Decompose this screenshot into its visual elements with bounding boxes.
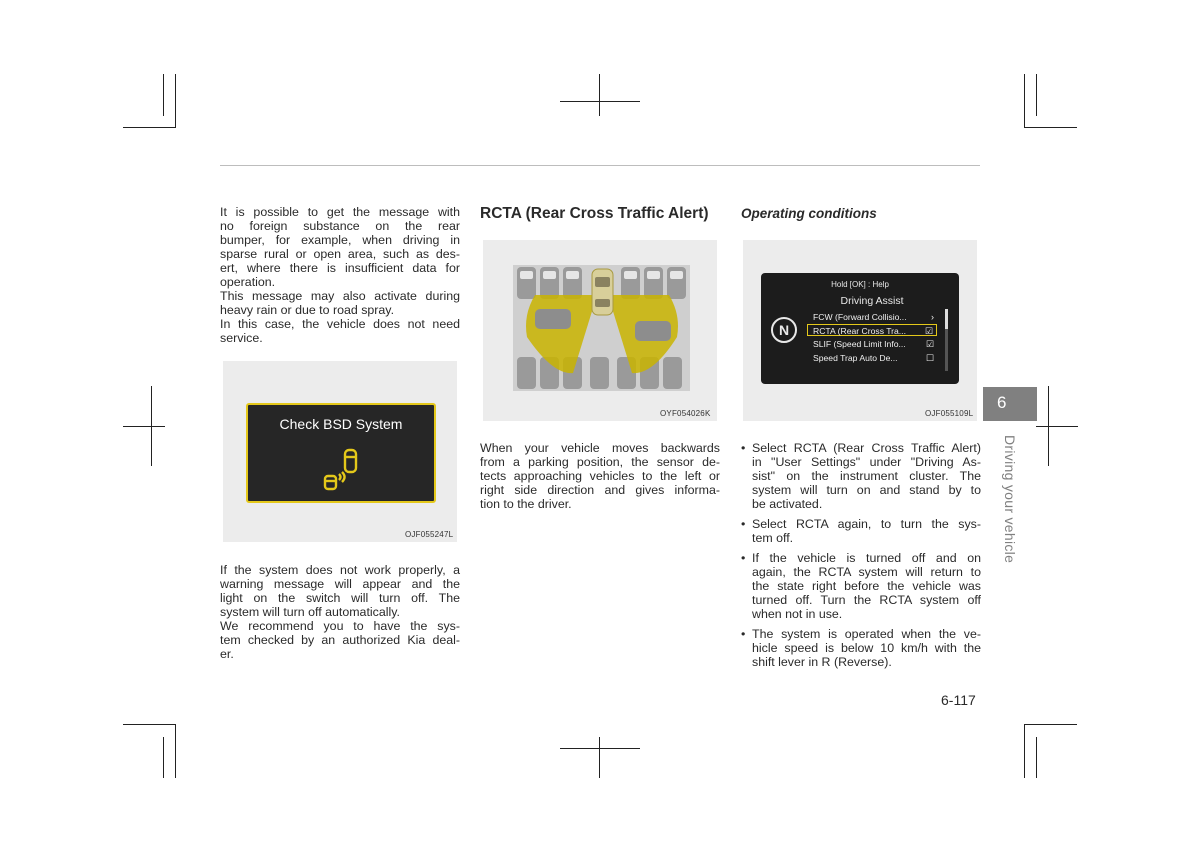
menu-scrollbar	[945, 309, 948, 371]
text-line: system will turn on and stand by to	[752, 483, 981, 497]
text-line: operation.	[220, 275, 276, 289]
text-line: be activated.	[752, 497, 823, 511]
text-line: right side direction and gives informa-	[480, 483, 720, 497]
chevron-right-icon: ›	[931, 312, 934, 322]
menu-item-label: SLIF (Speed Limit Info...	[813, 339, 906, 349]
checkbox-empty-icon: ☐	[925, 353, 934, 363]
text-line: The system is operated when the ve-	[752, 627, 981, 641]
text-line: sparse rural or open area, such as des-	[220, 247, 460, 261]
text-line: This message may also activate during	[220, 289, 460, 303]
text-line: hicle speed is below 10 km/h with the	[752, 641, 981, 655]
hold-help-hint: Hold [OK] : Help	[831, 280, 889, 289]
checkbox-checked-icon: ☑	[925, 339, 934, 349]
text-line: We recommend you to have the sys-	[220, 619, 460, 633]
text-line: when not in use.	[752, 607, 843, 621]
bsd-warning-screen	[246, 403, 436, 503]
figure-code: OJF055247L	[405, 530, 454, 539]
rcta-paragraph	[480, 441, 720, 511]
chapter-tab	[983, 387, 1037, 421]
text-line: In this case, the vehicle does not need	[220, 317, 460, 331]
menu-item-selected	[807, 324, 937, 336]
text-line: bumper, for example, when driving in	[220, 233, 460, 247]
figure-code: OYF054026K	[660, 409, 711, 418]
text-line: heavy rain or due to road spray.	[220, 303, 395, 317]
text-line: When your vehicle moves backwards	[480, 441, 720, 455]
text-line: tects approaching vehicles to the left or	[480, 469, 720, 483]
text-line: in "User Settings" under "Driving As-	[752, 455, 981, 469]
menu-item-label: Speed Trap Auto De...	[813, 353, 898, 363]
bullet-item: • If the vehicle is turned off and on again, the RCTA system will return to the state right before the vehicle was turned off. Turn the RCTA system off when not in use.	[741, 551, 981, 621]
text-line: Select RCTA again, to turn the sys-	[752, 517, 981, 531]
text-line: tion to the driver.	[480, 497, 572, 511]
bsd-warning-text: Check BSD System	[279, 416, 403, 432]
text-line: shift lever in R (Reverse).	[752, 655, 892, 669]
text-line: turned off. Turn the RCTA system off	[752, 593, 981, 607]
text-line: It is possible to get the message with	[220, 205, 460, 219]
text-line: tem off.	[752, 531, 794, 545]
gear-indicator: N	[771, 317, 797, 343]
text-line: system will turn off automatically.	[220, 605, 400, 619]
bullet-item: • Select RCTA (Rear Cross Traffic Alert) in "User Settings" under "Driving As- sist" on the instrument cluster. The system will turn on and stand by to be activated.	[741, 441, 981, 511]
bullet-item: • The system is operated when the ve- hicle speed is below 10 km/h with the shift lever in R (Reverse).	[741, 627, 981, 669]
menu-item	[813, 311, 937, 323]
figure-code: OJF055109L	[925, 409, 974, 418]
section-subheading: Operating conditions	[741, 206, 877, 221]
menu-title: Driving Assist	[840, 295, 904, 307]
text-line: tem checked by an authorized Kia deal-	[220, 633, 460, 647]
menu-item	[813, 338, 937, 350]
text-line: sist" on the instrument cluster. The	[752, 469, 981, 483]
text-line: light on the switch will turn off. The	[220, 591, 460, 605]
intro-paragraph	[220, 205, 460, 345]
header-rule	[220, 165, 980, 166]
chapter-number: 6	[997, 393, 1007, 412]
parking-lot-illustration	[513, 265, 690, 391]
text-line: er.	[220, 647, 234, 661]
bullet-item: • Select RCTA again, to turn the sys- tem off.	[741, 517, 981, 545]
checkbox-checked-icon: ☑	[924, 326, 933, 336]
text-line: Select RCTA (Rear Cross Traffic Alert)	[752, 441, 981, 455]
text-line: again, the RCTA system will return to	[752, 565, 981, 579]
blind-spot-cars-icon	[320, 447, 366, 493]
text-line: ert, where there is insufficient data for	[220, 261, 460, 275]
chapter-title: Driving your vehicle	[1002, 435, 1018, 564]
page-number: 6-117	[941, 692, 976, 708]
text-line: the state right before the vehicle was	[752, 579, 981, 593]
menu-item-label: FCW (Forward Collisio...	[813, 312, 907, 322]
section-heading: RCTA (Rear Cross Traffic Alert)	[480, 205, 709, 222]
text-line: no foreign substance on the rear	[220, 219, 460, 233]
instrument-cluster-screen	[761, 273, 959, 384]
text-line: from a parking position, the sensor de-	[480, 455, 720, 469]
menu-item	[813, 352, 937, 364]
text-line: warning message will appear and the	[220, 577, 460, 591]
text-line: If the vehicle is turned off and on	[752, 551, 981, 565]
text-line: If the system does not work properly, a	[220, 563, 460, 577]
menu-item-label: RCTA (Rear Cross Tra...	[813, 326, 906, 336]
text-line: service.	[220, 331, 263, 345]
warning-paragraph	[220, 563, 460, 661]
